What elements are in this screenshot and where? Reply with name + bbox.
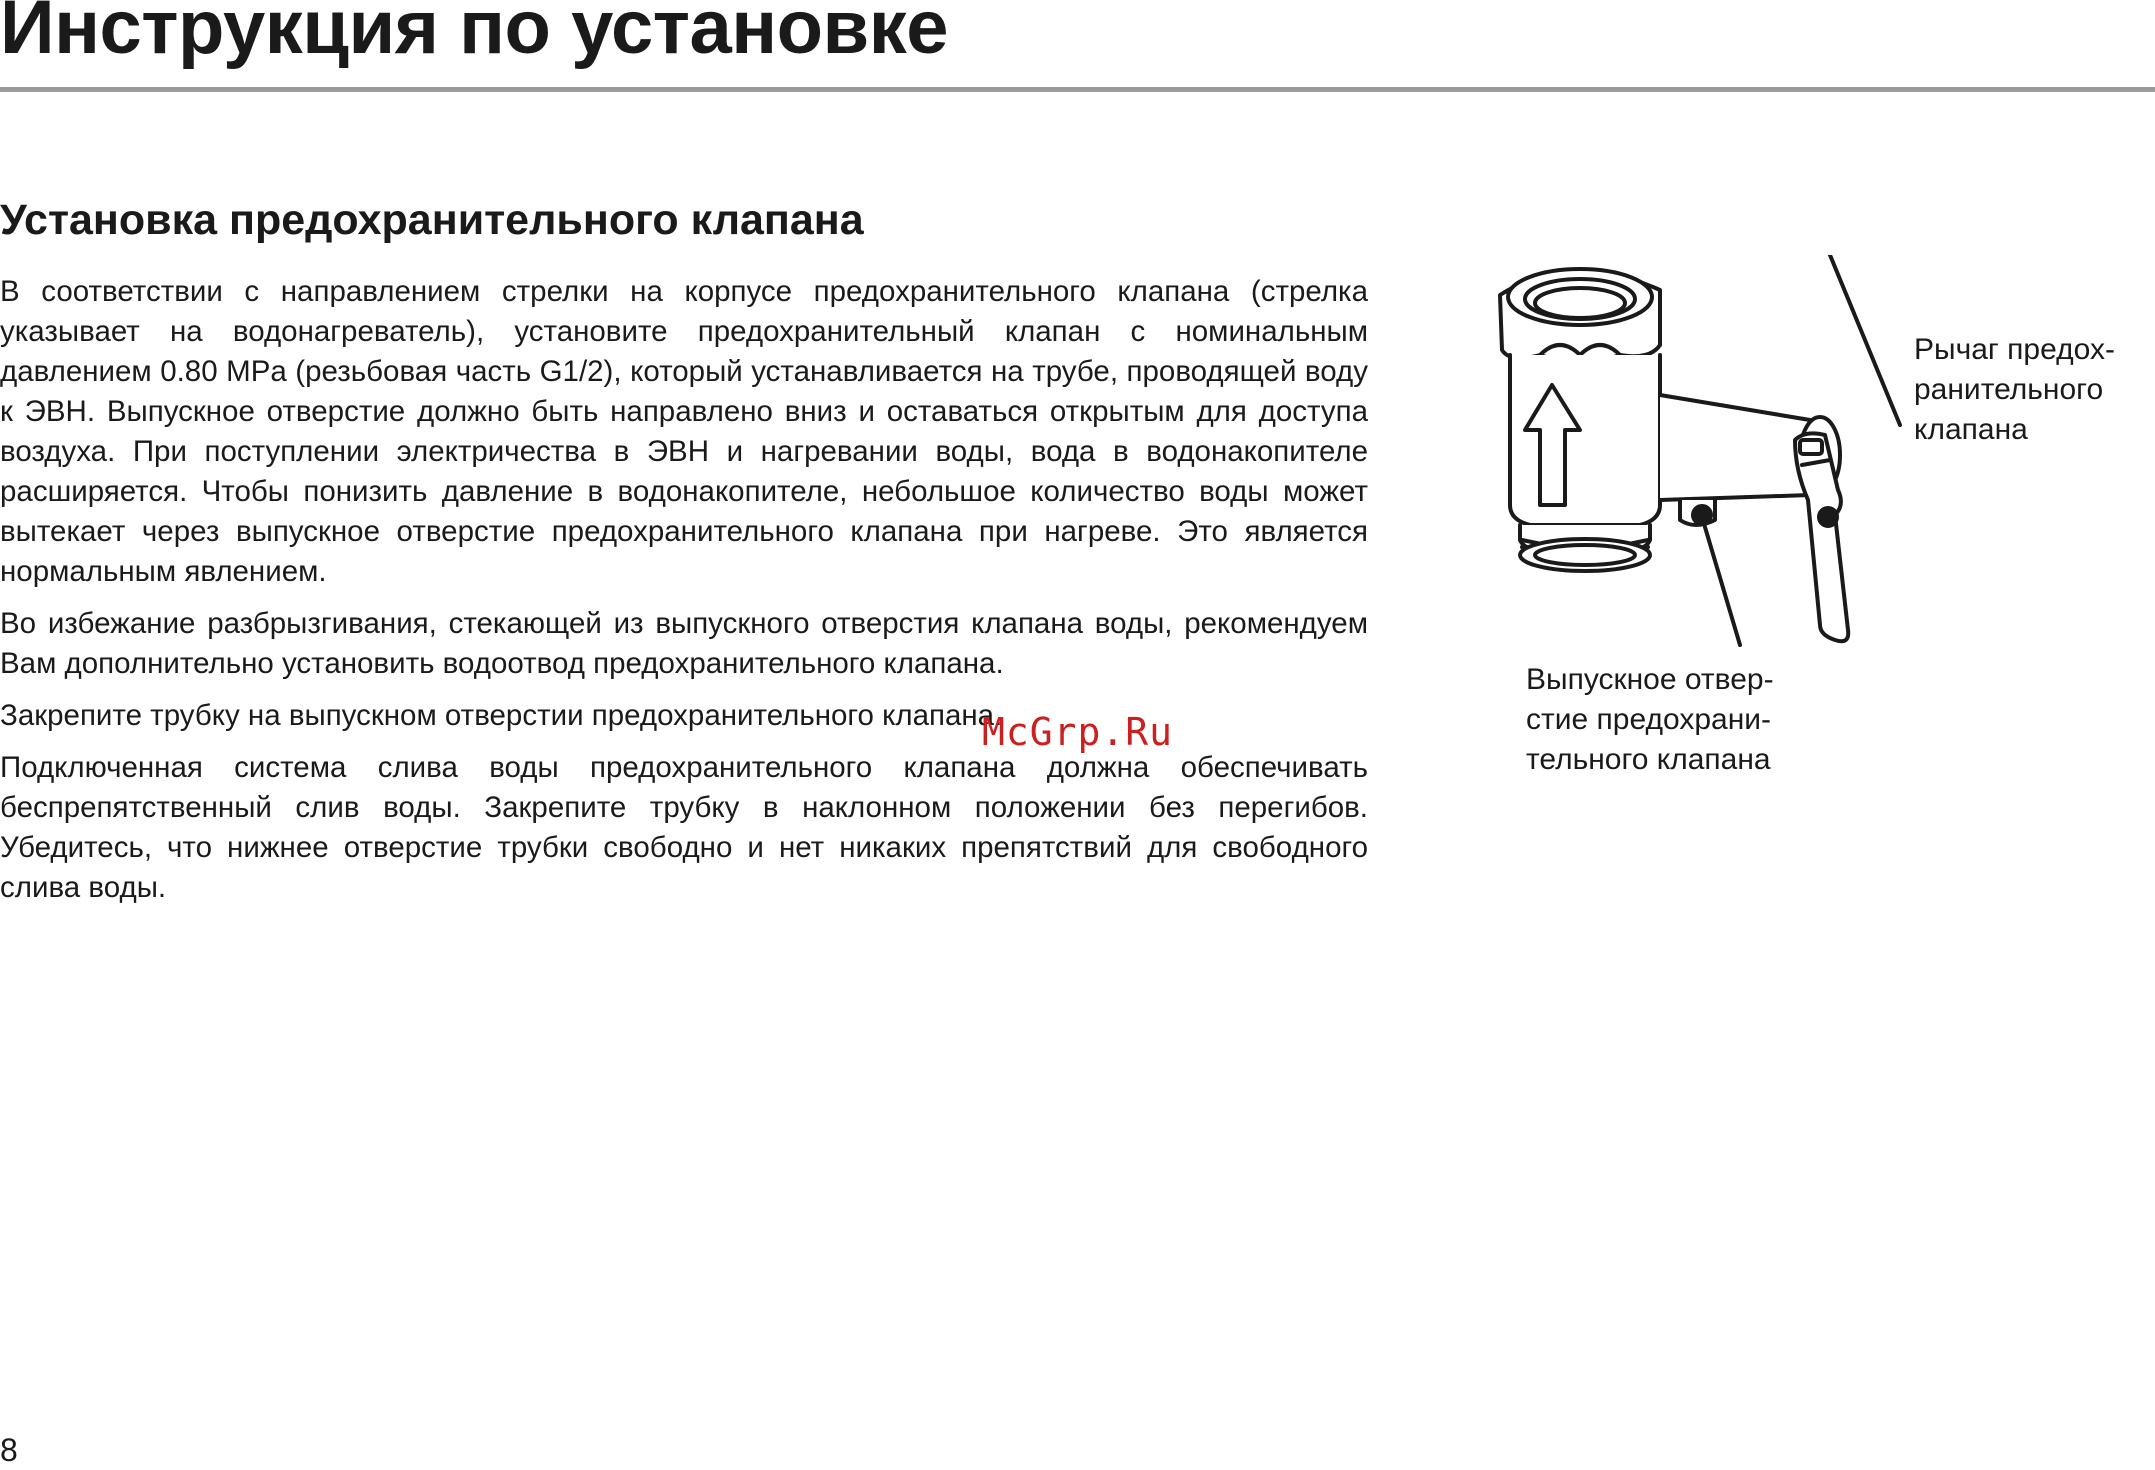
section-body <box>0 272 1368 920</box>
section-title: Установка предохранительного клапана <box>0 196 864 244</box>
outlet-label-line: тельного клапана <box>1526 743 1771 776</box>
paragraph: В соответствии с направлением стрелки на корпусе предохранительного клапана (стрелка указывает на водонагреватель), установите предохранительный клапан с номинальным давлением 0.80 MPa (резьбовая часть G1/2), который устанавливается на трубе, проводящей воду к ЭВН. Выпускное отверстие должно быть направлено вниз и оставаться открытым для доступа воздуха. При поступлении электричества в ЭВН и нагревании воды, вода в водонакопителе расширяется. Чтобы понизить давление в водонакопителе, небольшое количество воды может вытекает через выпускное отверстие предохранительного клапана при нагреве. Это является нормальным явлением. <box>0 275 1368 588</box>
header-divider <box>0 87 2155 92</box>
paragraph: Во избежание разбрызгивания, стекающей из выпускного отверстия клапана воды, рекомендуем Вам дополнительно установить водоотвод предохранительного клапана. <box>0 607 1368 680</box>
lever-label <box>1914 330 2150 450</box>
safety-valve-illustration <box>1490 255 1990 675</box>
page-number: 8 <box>0 1432 18 1468</box>
paragraph: Подключенная система слива воды предохранительного клапана должна обеспечивать беспрепятственный слив воды. Закрепите трубку в наклонном положении без перегибов. Убедитесь, что нижнее отверстие трубки свободно и нет никаких препятствий для свободного слива воды. <box>0 751 1368 904</box>
outlet-label <box>1526 660 1826 780</box>
watermark: McGrp.Ru <box>982 710 1174 754</box>
page-title: Инструкция по установке <box>0 0 949 70</box>
paragraph: Закрепите трубку на выпускном отверстии предохранительного клапана. <box>0 699 1003 732</box>
outlet-label-line: Выпускное отвер- <box>1526 663 1774 696</box>
lever-label-line: Рычаг предох- <box>1914 333 2115 366</box>
lever-label-line: ранительного <box>1914 373 2104 406</box>
lever-label-line: клапана <box>1914 413 2028 446</box>
outlet-label-line: стие предохрани- <box>1526 703 1772 736</box>
